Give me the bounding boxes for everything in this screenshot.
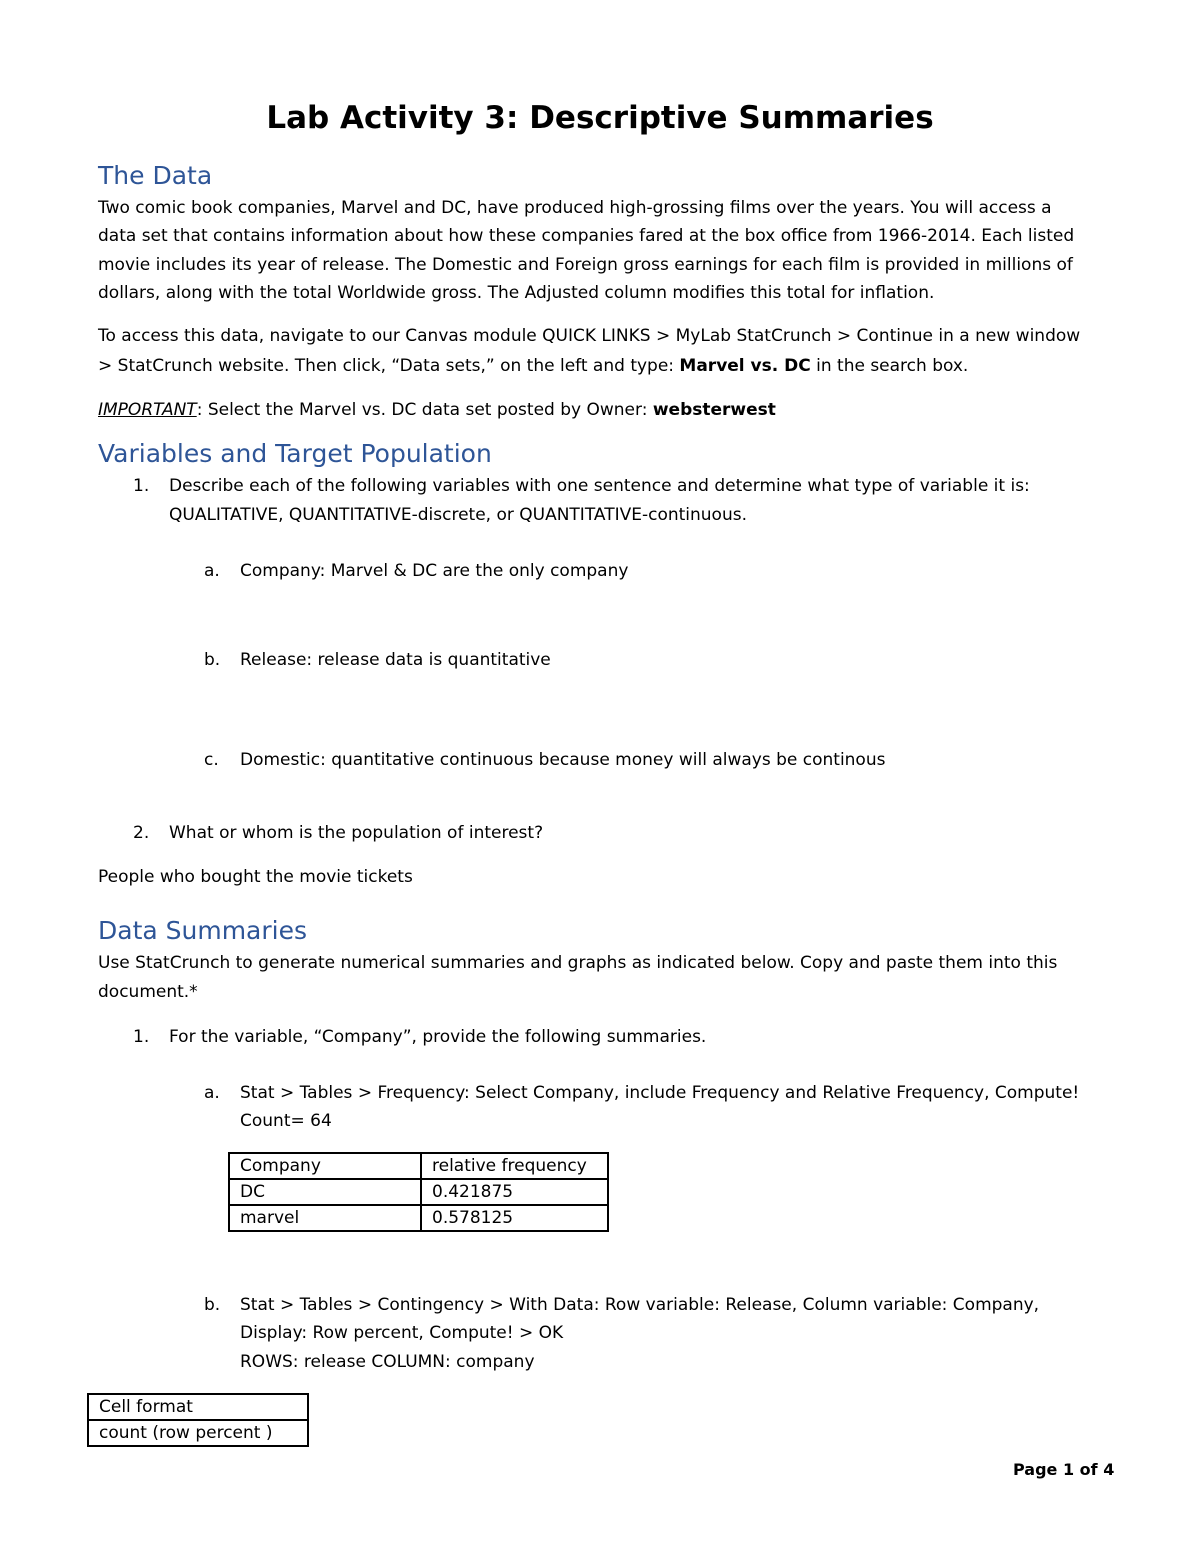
summary-item-a-line-1: Stat > Tables > Frequency: Select Company, include Frequency and Relative Frequency, Compute! [240, 1083, 1080, 1103]
frequency-table [228, 1152, 609, 1232]
table-row [88, 1394, 308, 1420]
item-a-text: Company: Marvel & DC are the only company [240, 561, 629, 581]
table-cell: 0.421875 [421, 1179, 608, 1205]
summary-question-1-text: For the variable, “Company”, provide the following summaries. [169, 1027, 707, 1047]
heading-data-summaries: Data Summaries [98, 916, 308, 945]
data-paragraph-line-2: data set that contains information about how these companies fared at the box office from 1966-2014. Each listed [98, 226, 1075, 246]
table-cell: Cell format [88, 1394, 308, 1420]
question-1-line-2: QUALITATIVE, QUANTITATIVE-discrete, or QUANTITATIVE-continuous. [169, 505, 747, 525]
access-line-2 [98, 352, 968, 381]
access-line-2-suffix: in the search box. [810, 356, 969, 376]
data-paragraph-line-1: Two comic book companies, Marvel and DC, have produced high-grossing films over the years. You will access a [98, 198, 1052, 218]
cell-format-table [87, 1393, 309, 1447]
question-1-number: 1. [133, 476, 150, 496]
table-row [229, 1179, 608, 1205]
summary-item-b-letter: b. [204, 1295, 221, 1315]
summary-item-b-line-1: Stat > Tables > Contingency > With Data: Row variable: Release, Column variable: Company, [240, 1295, 1040, 1315]
item-b-letter: b. [204, 650, 221, 670]
summary-question-1-number: 1. [133, 1027, 150, 1047]
page-number: Page 1 of 4 [1013, 1460, 1115, 1479]
question-2-number: 2. [133, 823, 150, 843]
table-row [229, 1205, 608, 1231]
table-cell: count (row percent ) [88, 1420, 308, 1446]
summaries-intro-line-1: Use StatCrunch to generate numerical summaries and graphs as indicated below. Copy and paste them into this [98, 953, 1058, 973]
question-2-answer: People who bought the movie tickets [98, 867, 413, 887]
summary-item-b-line-3: ROWS: release COLUMN: company [240, 1352, 535, 1372]
data-paragraph-line-4: dollars, along with the total Worldwide gross. The Adjusted column modifies this total for inflation. [98, 283, 935, 303]
heading-variables: Variables and Target Population [98, 439, 492, 468]
item-c-text: Domestic: quantitative continuous because money will always be continous [240, 750, 886, 770]
table-cell: DC [229, 1179, 421, 1205]
access-line-1: To access this data, navigate to our Canvas module QUICK LINKS > MyLab StatCrunch > Continue in a new window [98, 326, 1081, 346]
table-header-row [229, 1153, 608, 1179]
table-cell: 0.578125 [421, 1205, 608, 1231]
table-cell: marvel [229, 1205, 421, 1231]
data-paragraph-line-3: movie includes its year of release. The Domestic and Foreign gross earnings for each film is provided in millions of [98, 255, 1073, 275]
important-note [98, 396, 776, 425]
table-header-cell: Company [229, 1153, 421, 1179]
access-line-2-text: > StatCrunch website. Then click, “Data sets,” on the left and type: [98, 356, 680, 376]
summary-item-a-letter: a. [204, 1083, 220, 1103]
table-header-cell: relative frequency [421, 1153, 608, 1179]
owner-name: websterwest [652, 400, 776, 420]
summary-item-a-count: Count= 64 [240, 1111, 332, 1131]
item-b-text: Release: release data is quantitative [240, 650, 551, 670]
question-1-line-1: Describe each of the following variables with one sentence and determine what type of variable it is: [169, 476, 1030, 496]
important-label: IMPORTANT [98, 400, 197, 420]
important-text: : Select the Marvel vs. DC data set posted by Owner: [196, 400, 653, 420]
question-2-text: What or whom is the population of interest? [169, 823, 544, 843]
item-c-letter: c. [204, 750, 219, 770]
page-title: Lab Activity 3: Descriptive Summaries [266, 100, 934, 136]
search-term: Marvel vs. DC [679, 356, 811, 376]
item-a-letter: a. [204, 561, 220, 581]
table-row [88, 1420, 308, 1446]
heading-the-data: The Data [98, 161, 213, 190]
summaries-intro-line-2: document.* [98, 982, 198, 1002]
summary-item-b-line-2: Display: Row percent, Compute! > OK [240, 1323, 564, 1343]
